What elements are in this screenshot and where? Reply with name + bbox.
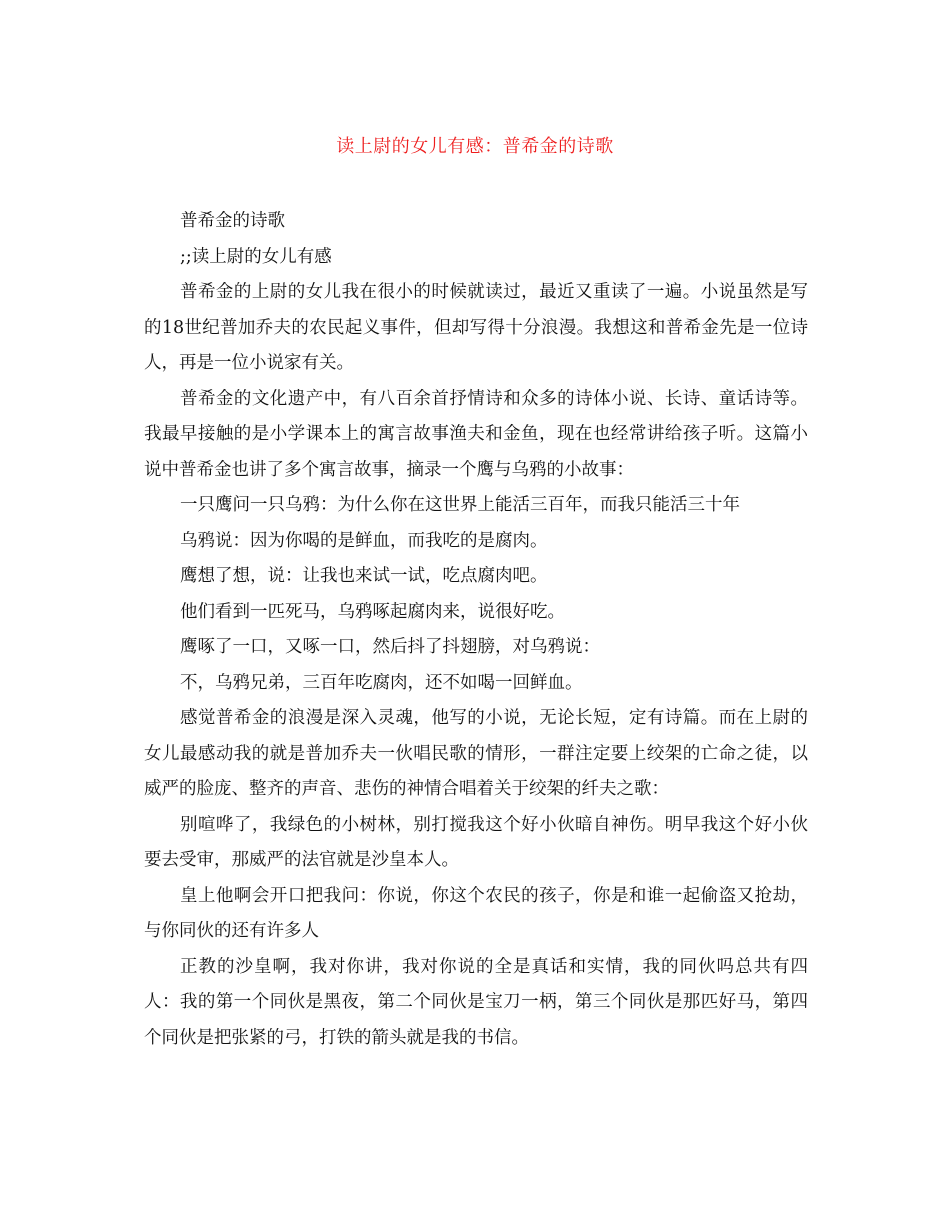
paragraph-subheading: ;;读上尉的女儿有感 xyxy=(180,246,332,267)
paragraph: 正教的沙皇啊，我对你讲，我对你说的全是真话和实情，我的同伙吗总共有四人：我的第一个同伙是黑夜，第二个同伙是宝刀一柄，第三个同伙是那匹好马，第四个同伙是把张紧的弓，打铁的箭头就是我的书信。 xyxy=(144,956,808,1048)
paragraph-heading: 普希金的诗歌 xyxy=(180,211,285,231)
paragraph: 他们看到一匹死马，乌鸦啄起腐肉来，说很好吃。 xyxy=(180,601,565,622)
paragraph: 别喧哗了，我绿色的小树林，别打搅我这个好小伙暗自神伤。明早我这个好小伙要去受审，那威严的法官就是沙皇本人。 xyxy=(144,814,808,870)
paragraph: 乌鸦说：因为你喝的是鲜血，而我吃的是腐肉。 xyxy=(180,530,548,551)
paragraph: 鹰啄了一口，又啄一口，然后抖了抖翅膀，对乌鸦说： xyxy=(180,637,600,657)
paragraph: 不，乌鸦兄弟，三百年吃腐肉，还不如喝一回鲜血。 xyxy=(180,672,583,693)
document-body xyxy=(144,204,808,1056)
document-title: 读上尉的女儿有感：普希金的诗歌 xyxy=(336,136,614,157)
paragraph: 皇上他啊会开口把我问：你说，你这个农民的孩子，你是和谁一起偷盗又抢劫，与你同伙的还有许多人 xyxy=(144,885,808,941)
paragraph: 普希金的上尉的女儿我在很小的时候就读过，最近又重读了一遍。小说虽然是写的18世纪普加乔夫的农民起义事件，但却写得十分浪漫。我想这和普希金先是一位诗人，再是一位小说家有关。 xyxy=(144,282,808,373)
paragraph: 一只鹰问一只乌鸦：为什么你在这世界上能活三百年，而我只能活三十年 xyxy=(180,495,740,515)
paragraph: 普希金的文化遗产中，有八百余首抒情诗和众多的诗体小说、长诗、童话诗等。我最早接触的是小学课本上的寓言故事渔夫和金鱼，现在也经常讲给孩子听。这篇小说中普希金也讲了多个寓言故事，摘录一个鹰与乌鸦的小故事： xyxy=(144,388,808,480)
paragraph: 鹰想了想，说：让我也来试一试，吃点腐肉吧。 xyxy=(180,566,548,586)
paragraph: 感觉普希金的浪漫是深入灵魂，他写的小说，无论长短，定有诗篇。而在上尉的女儿最感动我的就是普加乔夫一伙唱民歌的情形，一群注定要上绞架的亡命之徒，以威严的脸庞、整齐的声音、悲伤的神情合唱着关于绞架的纤夫之歌： xyxy=(144,708,808,799)
